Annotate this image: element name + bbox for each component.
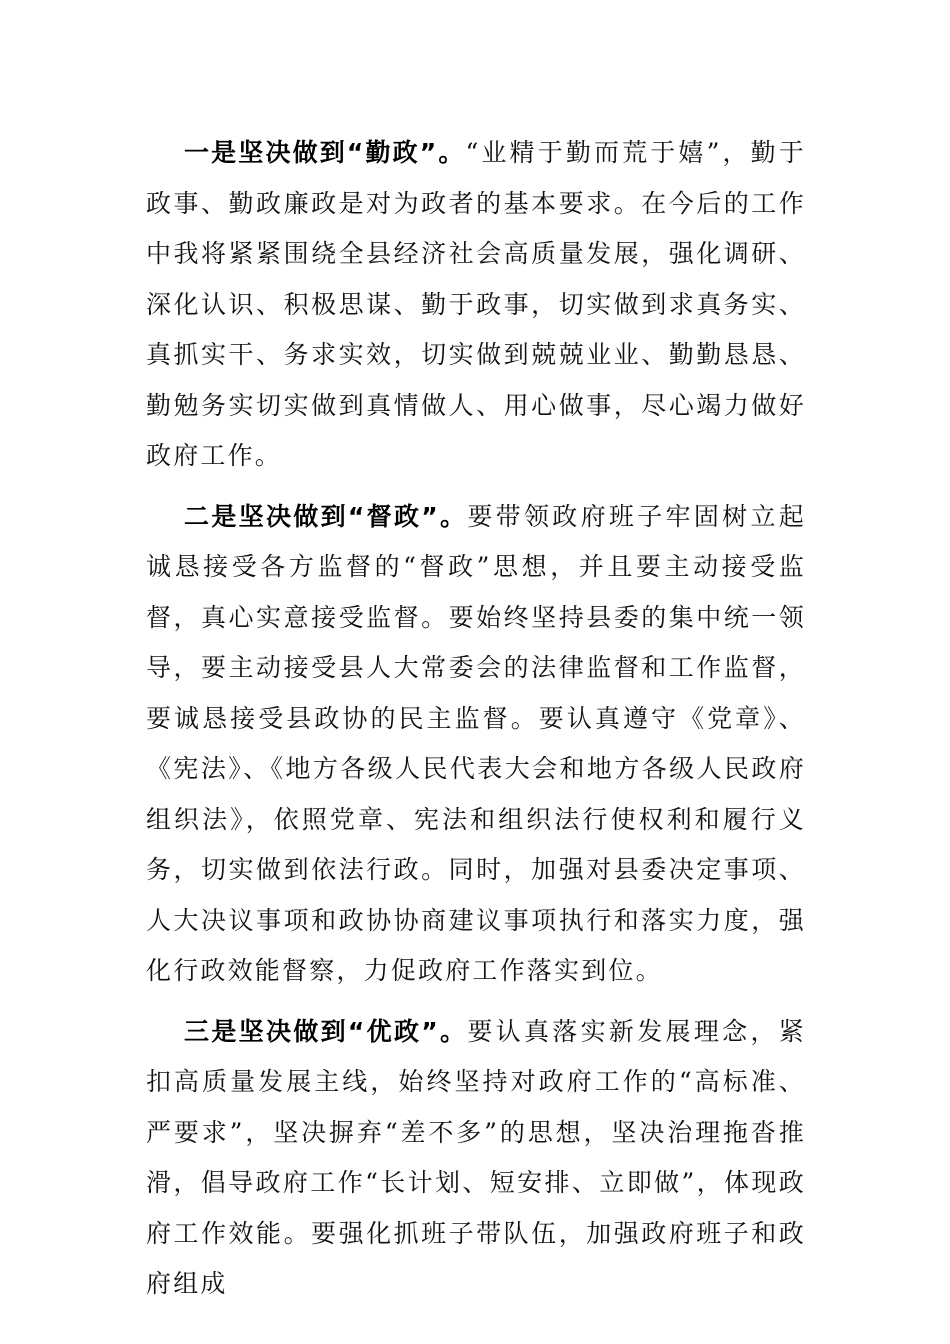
paragraph-text: 要带领政府班子牢固树立起诚恳接受各方监督的“督政”思想，并且要主动接受监督，真心实意接受监督。要始终坚持县委的集中统一领导，要主动接受县人大常委会的法律监督和工作监督，要诚恳接受县政协的民主监督。要认真遵守《党章》、《宪法》、《地方各级人民代表大会和地方各级人民政府组织法》，依照党章、宪法和组织法行使权利和履行义务，切实做到依法行政。同时，加强对县委决定事项、人大决议事项和政协协商建议事项执行和落实力度，强化行政效能督察，力促政府工作落实到位。 bbox=[146, 501, 806, 985]
paragraph-text: “业精于勤而荒于嬉”，勤于政事、勤政廉政是对为政者的基本要求。在今后的工作中我将紧紧围绕全县经济社会高质量发展，强化调研、深化认识、积极思谋、勤于政事，切实做到求真务实、真抓实干、务求实效，切实做到兢兢业业、勤勤恳恳、勤勉务实切实做到真情做人、用心做事，尽心竭力做好政府工作。 bbox=[146, 138, 807, 470]
document-body bbox=[146, 128, 806, 1320]
paragraph-lead: 二是坚决做到“督政”。 bbox=[184, 501, 468, 531]
paragraph-supervised-governance bbox=[146, 492, 806, 997]
paragraph-lead: 三是坚决做到“优政”。 bbox=[184, 1016, 468, 1046]
paragraph-excellent-governance bbox=[146, 1007, 806, 1310]
paragraph-diligent-governance bbox=[146, 128, 806, 482]
paragraph-lead: 一是坚决做到“勤政”。 bbox=[184, 138, 466, 167]
paragraph-text: 要认真落实新发展理念，紧扣高质量发展主线，始终坚持对政府工作的“高标准、严要求”，坚决摒弃“差不多”的思想，坚决治理拖沓推滑，倡导政府工作“长计划、短安排、立即做”，体现政府工作效能。要强化抓班子带队伍，加强政府班子和政府组成 bbox=[146, 1016, 806, 1298]
